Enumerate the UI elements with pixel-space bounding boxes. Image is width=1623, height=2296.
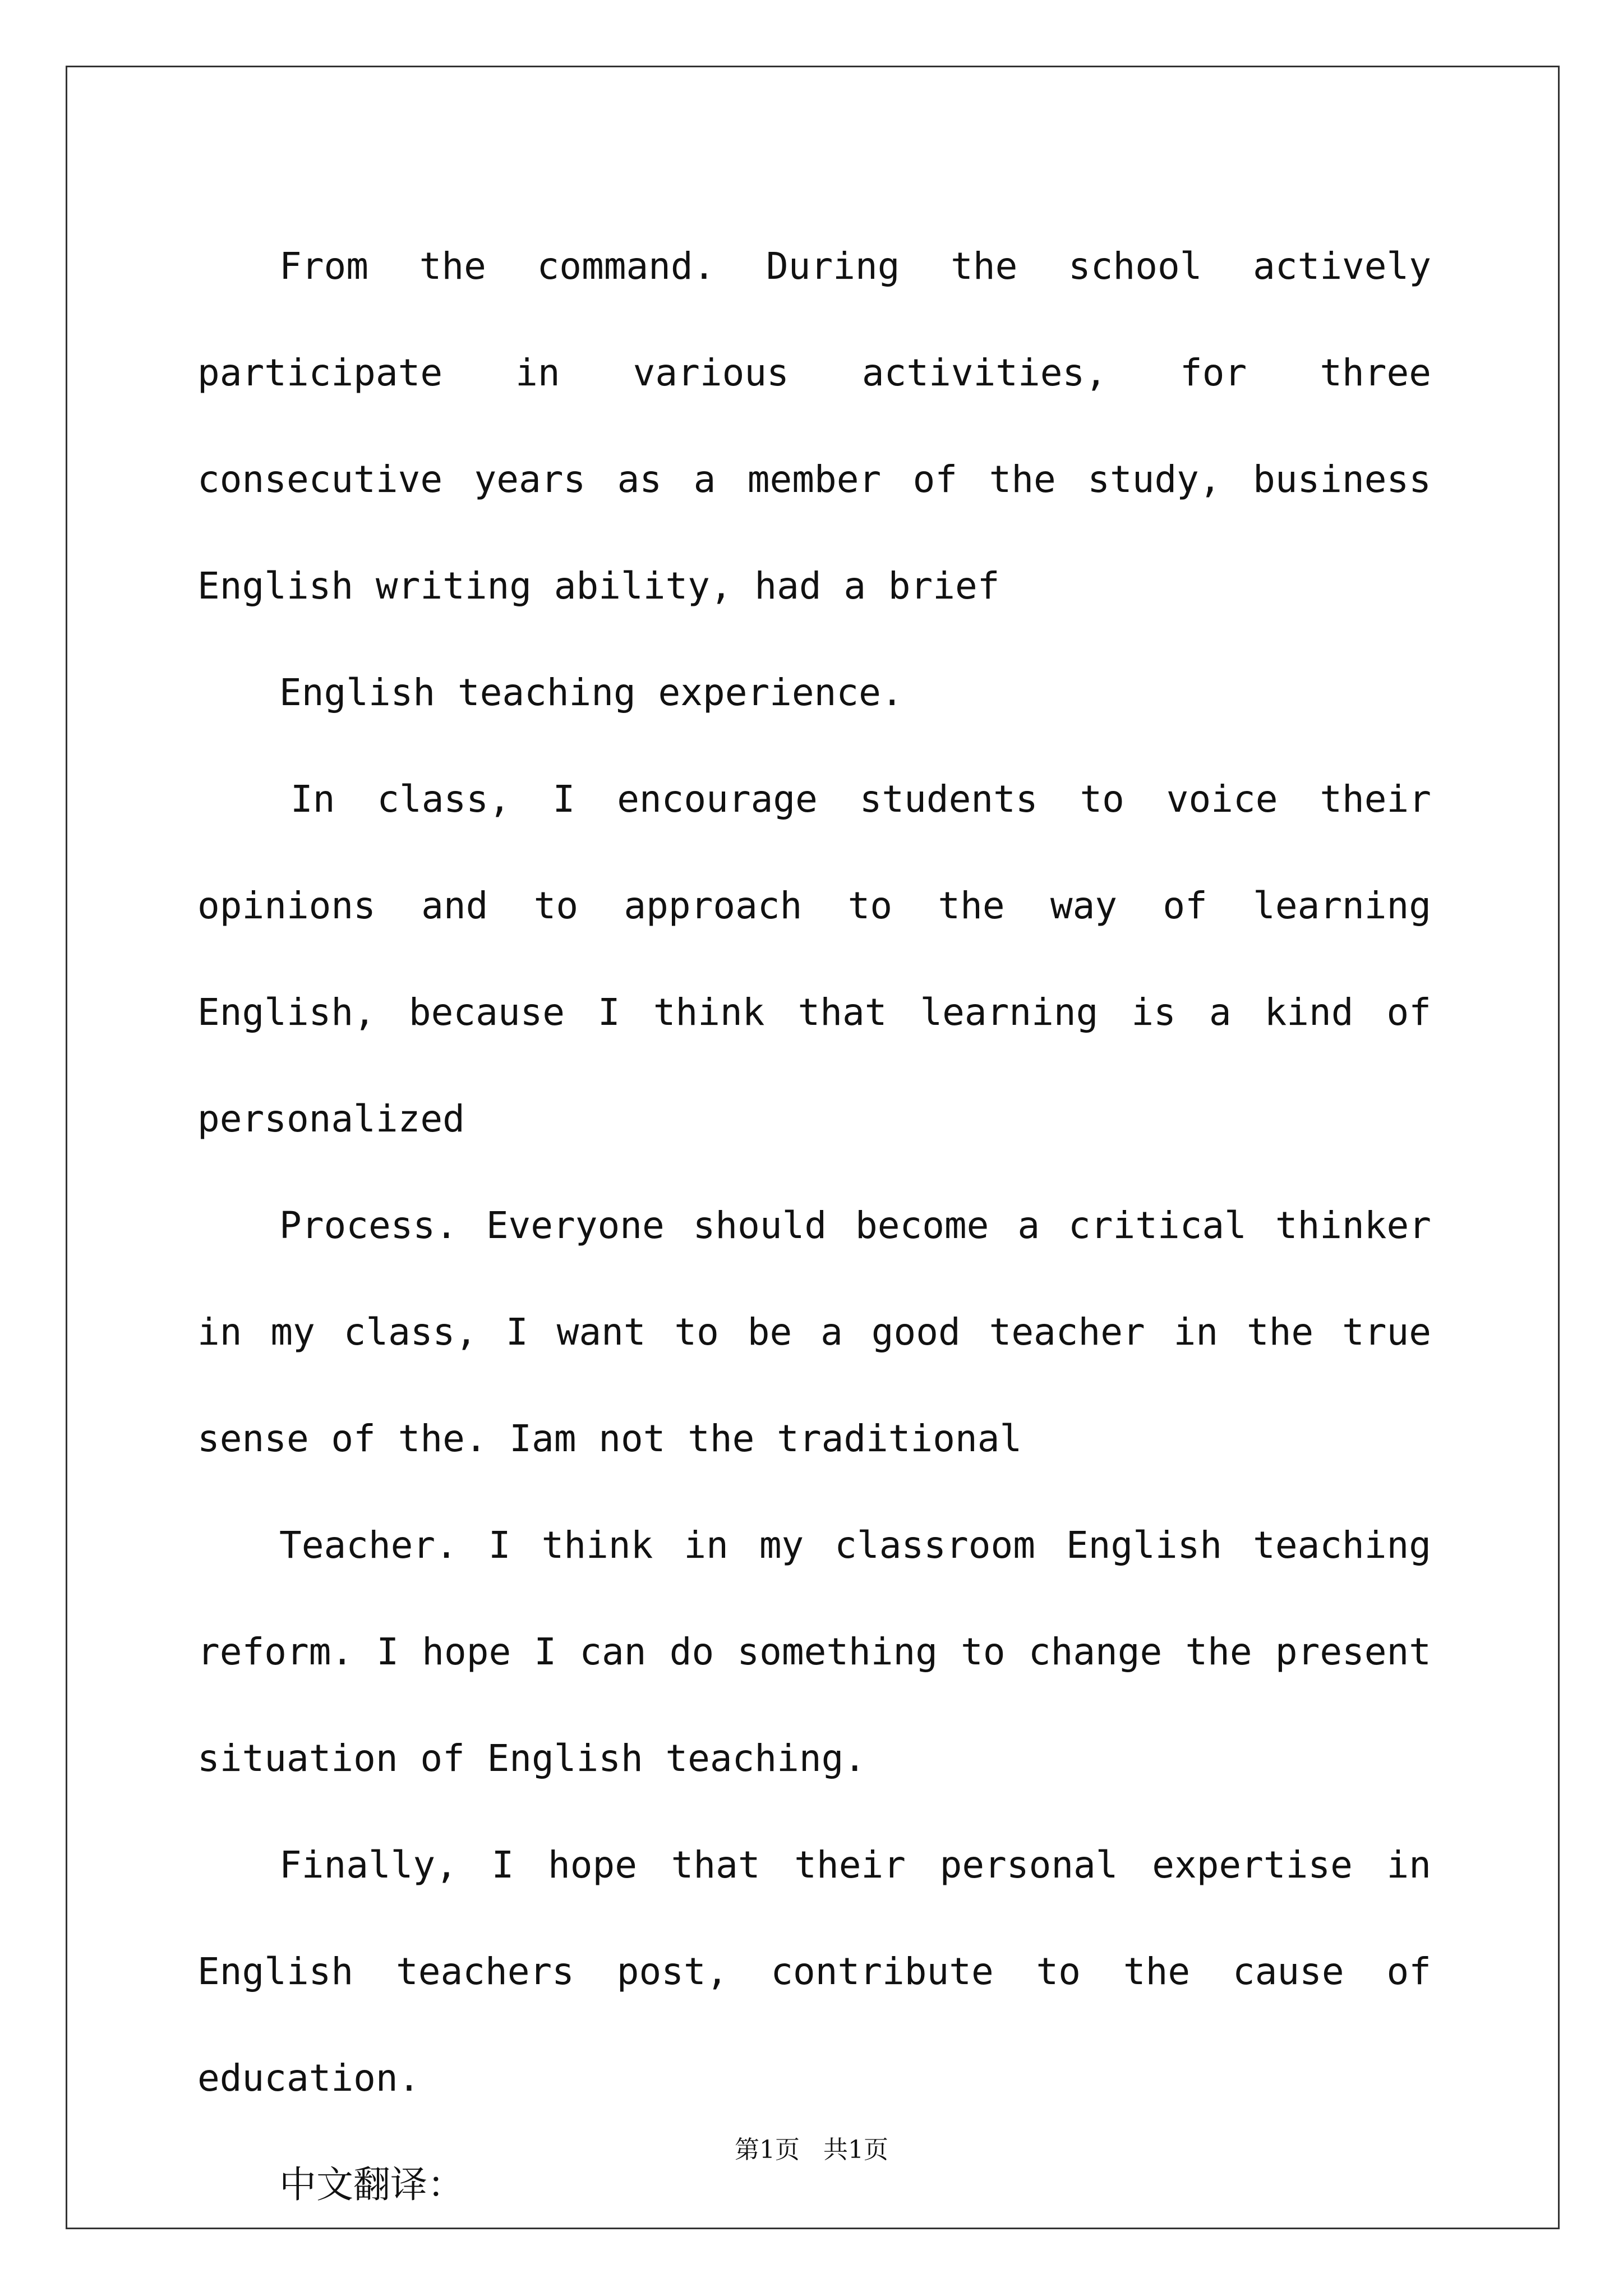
paragraph-3: In class, I encourage students to voice their opinions and to approach to the way of learning English, because I think that learning is a kind of personalized: [197, 777, 1431, 1140]
paragraph-1: From the command. During the school actively participate in various activities, for three consecutive years as a member of the study, business English writing ability, had a brief: [197, 245, 1431, 608]
paragraph-2: English teaching experience.: [279, 671, 903, 714]
document-body: [197, 213, 1431, 2238]
paragraph-5: Teacher. I think in my classroom English teaching reform. I hope I can do something to change the present situation of English teaching.: [197, 1524, 1431, 1780]
paragraph-4: Process. Everyone should become a critical thinker in my class, I want to be a good teacher in the true sense of the. Iam not the traditional: [197, 1204, 1431, 1460]
paragraph-translation-heading: 中文翻译：: [279, 2163, 464, 2206]
paragraph-6: Finally, I hope that their personal expertise in English teachers post, contribute to the cause of education.: [197, 1843, 1431, 2100]
page-number-footer: 第1页 共1页: [735, 2136, 888, 2164]
